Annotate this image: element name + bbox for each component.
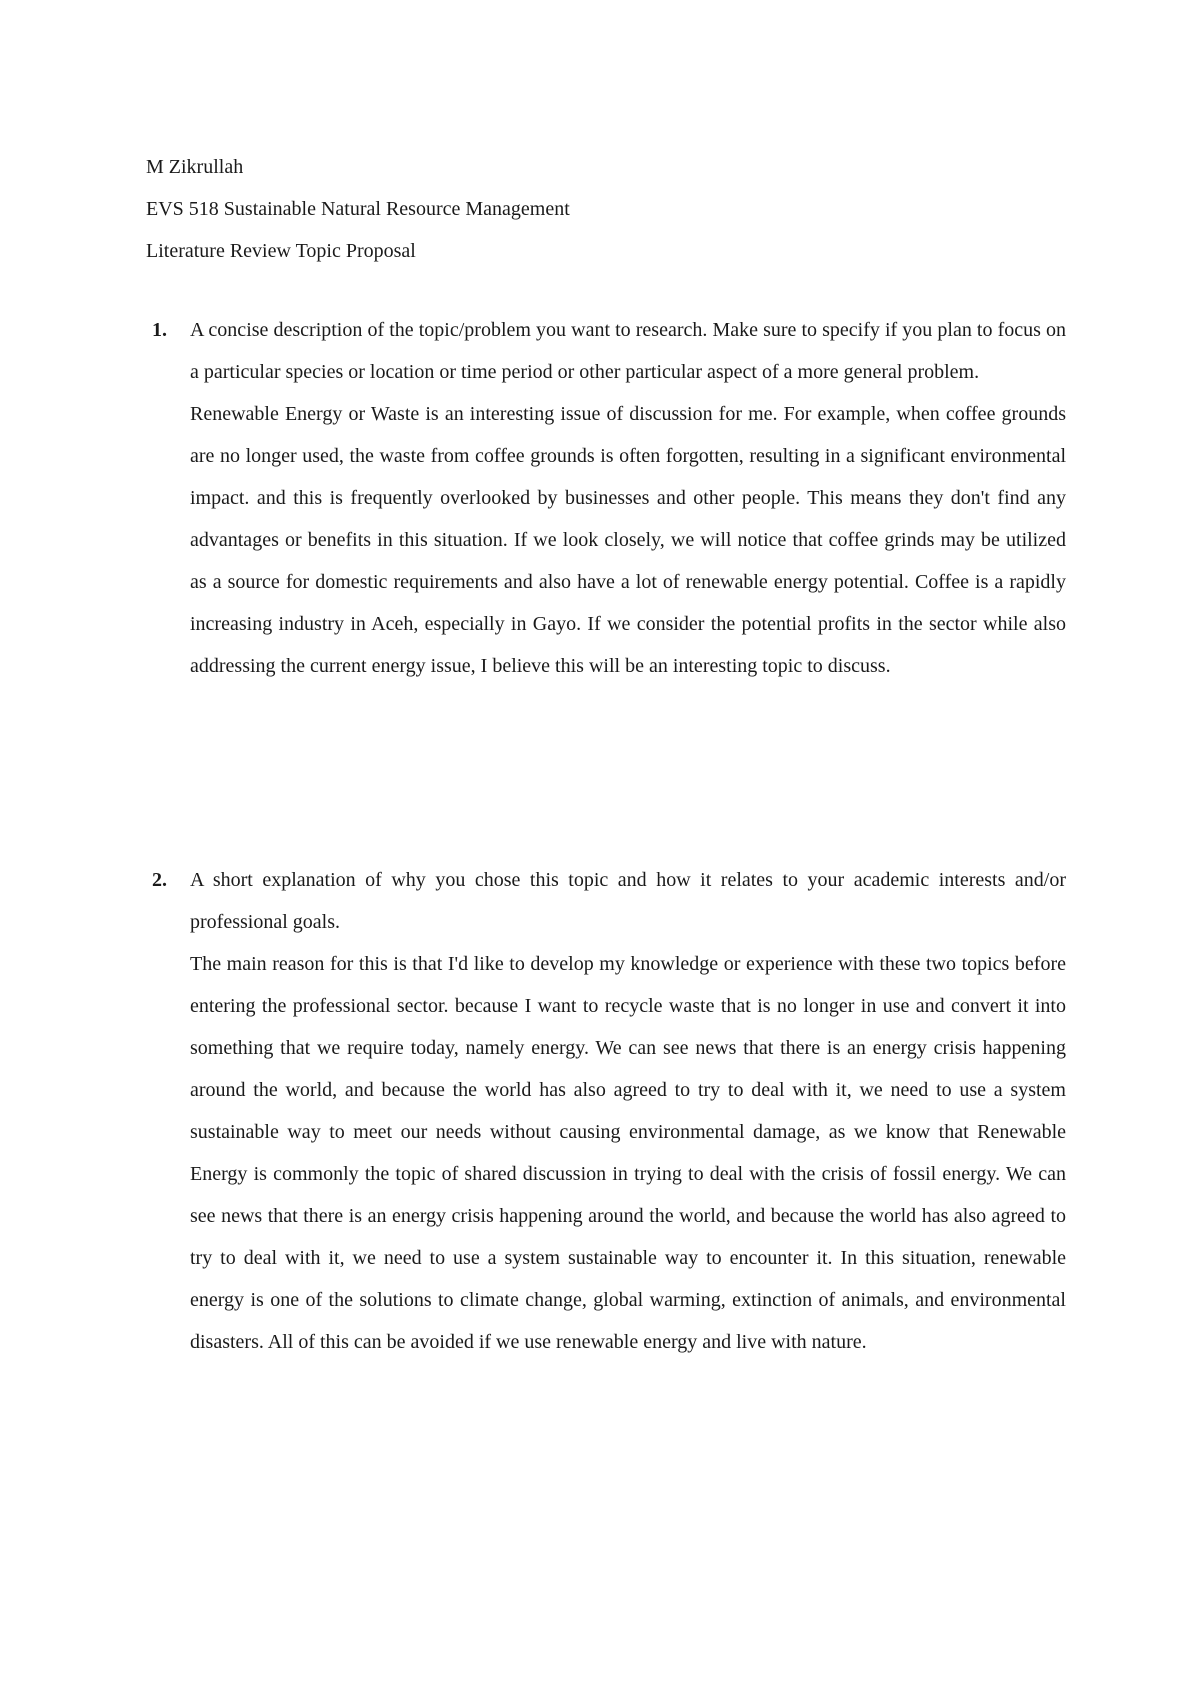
course-title: EVS 518 Sustainable Natural Resource Management — [146, 198, 570, 220]
question-1-answer: Renewable Energy or Waste is an interesting issue of discussion for me. For example, when coffee grounds are no longer used, the waste from coffee grounds is often forgotten, resulting in a significant environmental impact. and this is frequently overlooked by businesses and other people. This means they don't find any advantages or benefits in this situation. If we look closely, we will notice that coffee grinds may be utilized as a source for domestic requirements and also have a lot of renewable energy potential. Coffee is a rapidly increasing industry in Aceh, especially in Gayo. If we consider the potential profits in the sector while also addressing the current energy issue, I believe this will be an interesting topic to discuss. — [190, 403, 1066, 677]
question-1 — [146, 309, 1066, 687]
document-header — [146, 146, 1066, 272]
question-2-answer: The main reason for this is that I'd like to develop my knowledge or experience with these two topics before entering the professional sector. because I want to recycle waste that is no longer in use and convert it into something that we require today, namely energy. We can see news that there is an energy crisis happening around the world, and because the world has also agreed to try to deal with it, we need to use a system sustainable way to meet our needs without causing environmental damage, as we know that Renewable Energy is commonly the topic of shared discussion in trying to deal with the crisis of fossil energy. We can see news that there is an energy crisis happening around the world, and because the world has also agreed to try to deal with it, we need to use a system sustainable way to encounter it. In this situation, renewable energy is one of the solutions to climate change, global warming, extinction of animals, and environmental disasters. All of this can be avoided if we use renewable energy and live with nature. — [190, 953, 1066, 1353]
question-2-prompt: A short explanation of why you chose this topic and how it relates to your academic interests and/or professional goals. — [190, 869, 1066, 933]
question-1-number: 1. — [152, 319, 167, 341]
question-1-prompt: A concise description of the topic/problem you want to research. Make sure to specify if you plan to focus on a particular species or location or time period or other particular aspect of a more general problem. — [190, 319, 1066, 383]
question-2-number: 2. — [152, 869, 167, 891]
question-2 — [146, 859, 1066, 1363]
document-title: Literature Review Topic Proposal — [146, 240, 416, 262]
author-name: M Zikrullah — [146, 156, 244, 178]
